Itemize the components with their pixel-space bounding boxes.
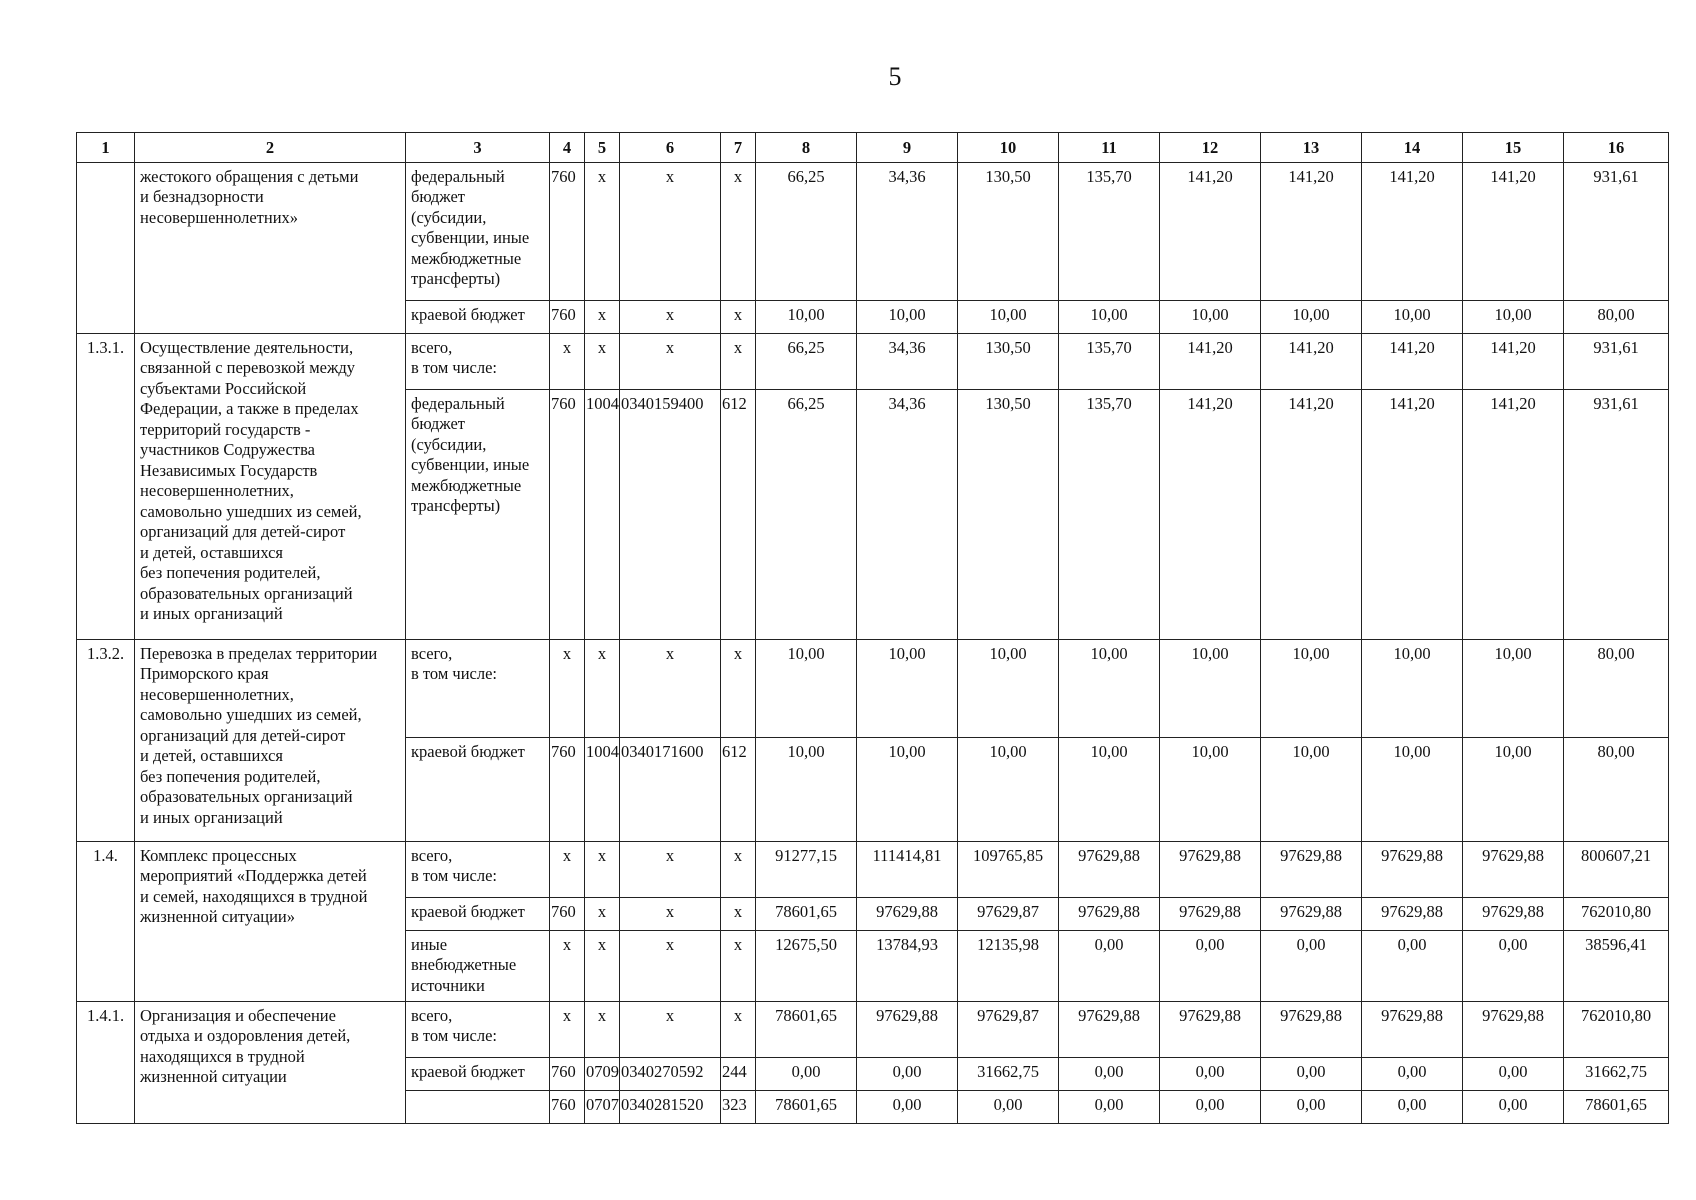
- year-value: 12675,50: [756, 930, 857, 1001]
- total-value: 80,00: [1564, 737, 1669, 841]
- year-value: 34,36: [857, 389, 958, 639]
- year-value: 0,00: [1463, 1090, 1564, 1123]
- gov-code: 760: [550, 737, 585, 841]
- year-value: 141,20: [1261, 389, 1362, 639]
- column-header: 9: [857, 133, 958, 163]
- year-value: 97629,88: [857, 1001, 958, 1057]
- year-value: 97629,88: [1362, 897, 1463, 930]
- target-code: x: [620, 300, 721, 333]
- funding-source: всего, в том числе:: [406, 333, 550, 389]
- total-value: 762010,80: [1564, 1001, 1669, 1057]
- year-value: 0,00: [1059, 930, 1160, 1001]
- year-value: 10,00: [1463, 737, 1564, 841]
- table-row: [77, 841, 1669, 897]
- year-value: 97629,88: [1362, 841, 1463, 897]
- column-header: 10: [958, 133, 1059, 163]
- year-value: 10,00: [857, 737, 958, 841]
- year-value: 97629,87: [958, 897, 1059, 930]
- funding-source: федеральный бюджет (субсидии, субвенции, иные межбюджетные трансферты): [406, 389, 550, 639]
- target-code: 0340159400: [620, 389, 721, 639]
- year-value: 135,70: [1059, 333, 1160, 389]
- column-header: 16: [1564, 133, 1669, 163]
- funding-source: иные внебюджетные источники: [406, 930, 550, 1001]
- column-header: 5: [585, 133, 620, 163]
- item-number: [77, 162, 135, 333]
- target-code: 0340281520: [620, 1090, 721, 1123]
- year-value: 97629,88: [1261, 897, 1362, 930]
- gov-code: 760: [550, 1090, 585, 1123]
- target-code: x: [620, 841, 721, 897]
- year-value: 0,00: [1362, 1090, 1463, 1123]
- year-value: 0,00: [1261, 930, 1362, 1001]
- column-header: 6: [620, 133, 721, 163]
- year-value: 10,00: [958, 300, 1059, 333]
- table-row: [77, 162, 1669, 300]
- section-code: x: [585, 930, 620, 1001]
- year-value: 0,00: [1160, 930, 1261, 1001]
- year-value: 10,00: [1261, 737, 1362, 841]
- year-value: 0,00: [1059, 1057, 1160, 1090]
- item-number: 1.3.1.: [77, 333, 135, 639]
- total-value: 80,00: [1564, 639, 1669, 737]
- target-code: x: [620, 930, 721, 1001]
- year-value: 78601,65: [756, 1001, 857, 1057]
- funding-source: федеральный бюджет (субсидии, субвенции, иные межбюджетные трансферты): [406, 162, 550, 300]
- target-code: x: [620, 639, 721, 737]
- year-value: 34,36: [857, 162, 958, 300]
- total-value: 762010,80: [1564, 897, 1669, 930]
- year-value: 111414,81: [857, 841, 958, 897]
- year-value: 97629,88: [1463, 897, 1564, 930]
- year-value: 10,00: [1160, 300, 1261, 333]
- year-value: 97629,88: [1463, 1001, 1564, 1057]
- expense-code: 244: [721, 1057, 756, 1090]
- gov-code: x: [550, 333, 585, 389]
- table-row: [77, 333, 1669, 389]
- section-code: 1004: [585, 737, 620, 841]
- year-value: 97629,88: [1059, 841, 1160, 897]
- year-value: 0,00: [1463, 930, 1564, 1001]
- year-value: 141,20: [1160, 162, 1261, 300]
- target-code: x: [620, 1001, 721, 1057]
- column-header: 1: [77, 133, 135, 163]
- gov-code: x: [550, 639, 585, 737]
- year-value: 97629,88: [1463, 841, 1564, 897]
- funding-source: краевой бюджет: [406, 1057, 550, 1090]
- year-value: 0,00: [857, 1090, 958, 1123]
- year-value: 141,20: [1463, 162, 1564, 300]
- target-code: 0340270592: [620, 1057, 721, 1090]
- funding-source: краевой бюджет: [406, 897, 550, 930]
- section-code: x: [585, 897, 620, 930]
- total-value: 80,00: [1564, 300, 1669, 333]
- year-value: 0,00: [756, 1057, 857, 1090]
- year-value: 0,00: [1362, 1057, 1463, 1090]
- funding-source: всего, в том числе:: [406, 1001, 550, 1057]
- year-value: 10,00: [1059, 737, 1160, 841]
- year-value: 10,00: [1261, 639, 1362, 737]
- column-header: 14: [1362, 133, 1463, 163]
- year-value: 0,00: [1261, 1057, 1362, 1090]
- target-code: x: [620, 162, 721, 300]
- year-value: 0,00: [857, 1057, 958, 1090]
- section-code: x: [585, 333, 620, 389]
- year-value: 66,25: [756, 389, 857, 639]
- gov-code: x: [550, 1001, 585, 1057]
- year-value: 10,00: [1261, 300, 1362, 333]
- year-value: 97629,88: [1059, 897, 1160, 930]
- section-code: x: [585, 841, 620, 897]
- expense-code: x: [721, 333, 756, 389]
- year-value: 141,20: [1261, 333, 1362, 389]
- total-value: 800607,21: [1564, 841, 1669, 897]
- year-value: 0,00: [1463, 1057, 1564, 1090]
- year-value: 0,00: [1160, 1090, 1261, 1123]
- budget-table: [76, 132, 1669, 1124]
- year-value: 141,20: [1463, 333, 1564, 389]
- year-value: 130,50: [958, 333, 1059, 389]
- gov-code: 760: [550, 1057, 585, 1090]
- column-header: 11: [1059, 133, 1160, 163]
- table-row: [77, 1001, 1669, 1057]
- total-value: 931,61: [1564, 333, 1669, 389]
- year-value: 0,00: [1261, 1090, 1362, 1123]
- page-number: 5: [888, 62, 902, 91]
- section-code: 1004: [585, 389, 620, 639]
- year-value: 135,70: [1059, 162, 1160, 300]
- year-value: 97629,88: [1160, 897, 1261, 930]
- expense-code: 612: [721, 389, 756, 639]
- year-value: 34,36: [857, 333, 958, 389]
- year-value: 10,00: [857, 639, 958, 737]
- year-value: 10,00: [1059, 300, 1160, 333]
- gov-code: x: [550, 841, 585, 897]
- gov-code: x: [550, 930, 585, 1001]
- gov-code: 760: [550, 897, 585, 930]
- year-value: 10,00: [1362, 300, 1463, 333]
- column-header: 4: [550, 133, 585, 163]
- year-value: 78601,65: [756, 1090, 857, 1123]
- year-value: 141,20: [1160, 389, 1261, 639]
- year-value: 109765,85: [958, 841, 1059, 897]
- year-value: 97629,88: [1160, 841, 1261, 897]
- expense-code: x: [721, 930, 756, 1001]
- section-code: 0709: [585, 1057, 620, 1090]
- year-value: 97629,88: [1160, 1001, 1261, 1057]
- column-header: 15: [1463, 133, 1564, 163]
- item-number: 1.4.: [77, 841, 135, 1001]
- year-value: 141,20: [1261, 162, 1362, 300]
- year-value: 10,00: [958, 639, 1059, 737]
- section-code: x: [585, 639, 620, 737]
- year-value: 141,20: [1362, 389, 1463, 639]
- item-number: 1.4.1.: [77, 1001, 135, 1123]
- section-code: x: [585, 1001, 620, 1057]
- item-name: Комплекс процессных мероприятий «Поддержка детей и семей, находящихся в трудной жизненной ситуации»: [135, 841, 406, 1001]
- year-value: 10,00: [756, 300, 857, 333]
- header-row: [77, 133, 1669, 163]
- gov-code: 760: [550, 389, 585, 639]
- target-code: 0340171600: [620, 737, 721, 841]
- year-value: 0,00: [1362, 930, 1463, 1001]
- year-value: 10,00: [1463, 639, 1564, 737]
- year-value: 0,00: [958, 1090, 1059, 1123]
- year-value: 78601,65: [756, 897, 857, 930]
- year-value: 10,00: [1160, 639, 1261, 737]
- funding-source: всего, в том числе:: [406, 639, 550, 737]
- year-value: 10,00: [958, 737, 1059, 841]
- year-value: 12135,98: [958, 930, 1059, 1001]
- year-value: 10,00: [1463, 300, 1564, 333]
- section-code: x: [585, 300, 620, 333]
- expense-code: x: [721, 639, 756, 737]
- total-value: 78601,65: [1564, 1090, 1669, 1123]
- year-value: 141,20: [1362, 333, 1463, 389]
- expense-code: x: [721, 1001, 756, 1057]
- year-value: 130,50: [958, 389, 1059, 639]
- year-value: 0,00: [1160, 1057, 1261, 1090]
- year-value: 97629,88: [1362, 1001, 1463, 1057]
- year-value: 130,50: [958, 162, 1059, 300]
- year-value: 66,25: [756, 333, 857, 389]
- year-value: 10,00: [756, 639, 857, 737]
- year-value: 97629,87: [958, 1001, 1059, 1057]
- column-header: 12: [1160, 133, 1261, 163]
- expense-code: 323: [721, 1090, 756, 1123]
- gov-code: 760: [550, 300, 585, 333]
- column-header: 8: [756, 133, 857, 163]
- year-value: 10,00: [1362, 639, 1463, 737]
- year-value: 10,00: [1160, 737, 1261, 841]
- column-header: 3: [406, 133, 550, 163]
- total-value: 931,61: [1564, 389, 1669, 639]
- item-name: жестокого обращения с детьми и безнадзорности несовершеннолетних»: [135, 162, 406, 333]
- year-value: 97629,88: [1059, 1001, 1160, 1057]
- column-header: 13: [1261, 133, 1362, 163]
- item-name: Перевозка в пределах территории Приморского края несовершеннолетних, самовольно ушедших из семей, организаций для детей-сирот и детей, оставшихся без попечения родителей, образовательных организаций и иных организаций: [135, 639, 406, 841]
- funding-source: краевой бюджет: [406, 300, 550, 333]
- item-number: 1.3.2.: [77, 639, 135, 841]
- column-header: 2: [135, 133, 406, 163]
- expense-code: x: [721, 300, 756, 333]
- year-value: 31662,75: [958, 1057, 1059, 1090]
- target-code: x: [620, 333, 721, 389]
- expense-code: 612: [721, 737, 756, 841]
- year-value: 91277,15: [756, 841, 857, 897]
- year-value: 141,20: [1463, 389, 1564, 639]
- expense-code: x: [721, 162, 756, 300]
- year-value: 97629,88: [1261, 1001, 1362, 1057]
- total-value: 38596,41: [1564, 930, 1669, 1001]
- expense-code: x: [721, 897, 756, 930]
- year-value: 10,00: [756, 737, 857, 841]
- item-name: Осуществление деятельности, связанной с перевозкой между субъектами Российской Федерации, а также в пределах территорий государств - участников Содружества Независимых Государств несовершеннолетних, самовольно ушедших из семей, организаций для детей-сирот и детей, оставшихся без попечения родителей, образовательных организаций и иных организаций: [135, 333, 406, 639]
- funding-source: краевой бюджет: [406, 737, 550, 841]
- year-value: 13784,93: [857, 930, 958, 1001]
- year-value: 141,20: [1362, 162, 1463, 300]
- year-value: 66,25: [756, 162, 857, 300]
- year-value: 10,00: [1059, 639, 1160, 737]
- year-value: 0,00: [1059, 1090, 1160, 1123]
- section-code: x: [585, 162, 620, 300]
- funding-source: [406, 1090, 550, 1123]
- item-name: Организация и обеспечение отдыха и оздоровления детей, находящихся в трудной жизненной ситуации: [135, 1001, 406, 1123]
- total-value: 31662,75: [1564, 1057, 1669, 1090]
- year-value: 10,00: [1362, 737, 1463, 841]
- column-header: 7: [721, 133, 756, 163]
- total-value: 931,61: [1564, 162, 1669, 300]
- year-value: 10,00: [857, 300, 958, 333]
- year-value: 97629,88: [857, 897, 958, 930]
- year-value: 141,20: [1160, 333, 1261, 389]
- expense-code: x: [721, 841, 756, 897]
- gov-code: 760: [550, 162, 585, 300]
- funding-source: всего, в том числе:: [406, 841, 550, 897]
- section-code: 0707: [585, 1090, 620, 1123]
- year-value: 135,70: [1059, 389, 1160, 639]
- table-row: [77, 639, 1669, 737]
- target-code: x: [620, 897, 721, 930]
- year-value: 97629,88: [1261, 841, 1362, 897]
